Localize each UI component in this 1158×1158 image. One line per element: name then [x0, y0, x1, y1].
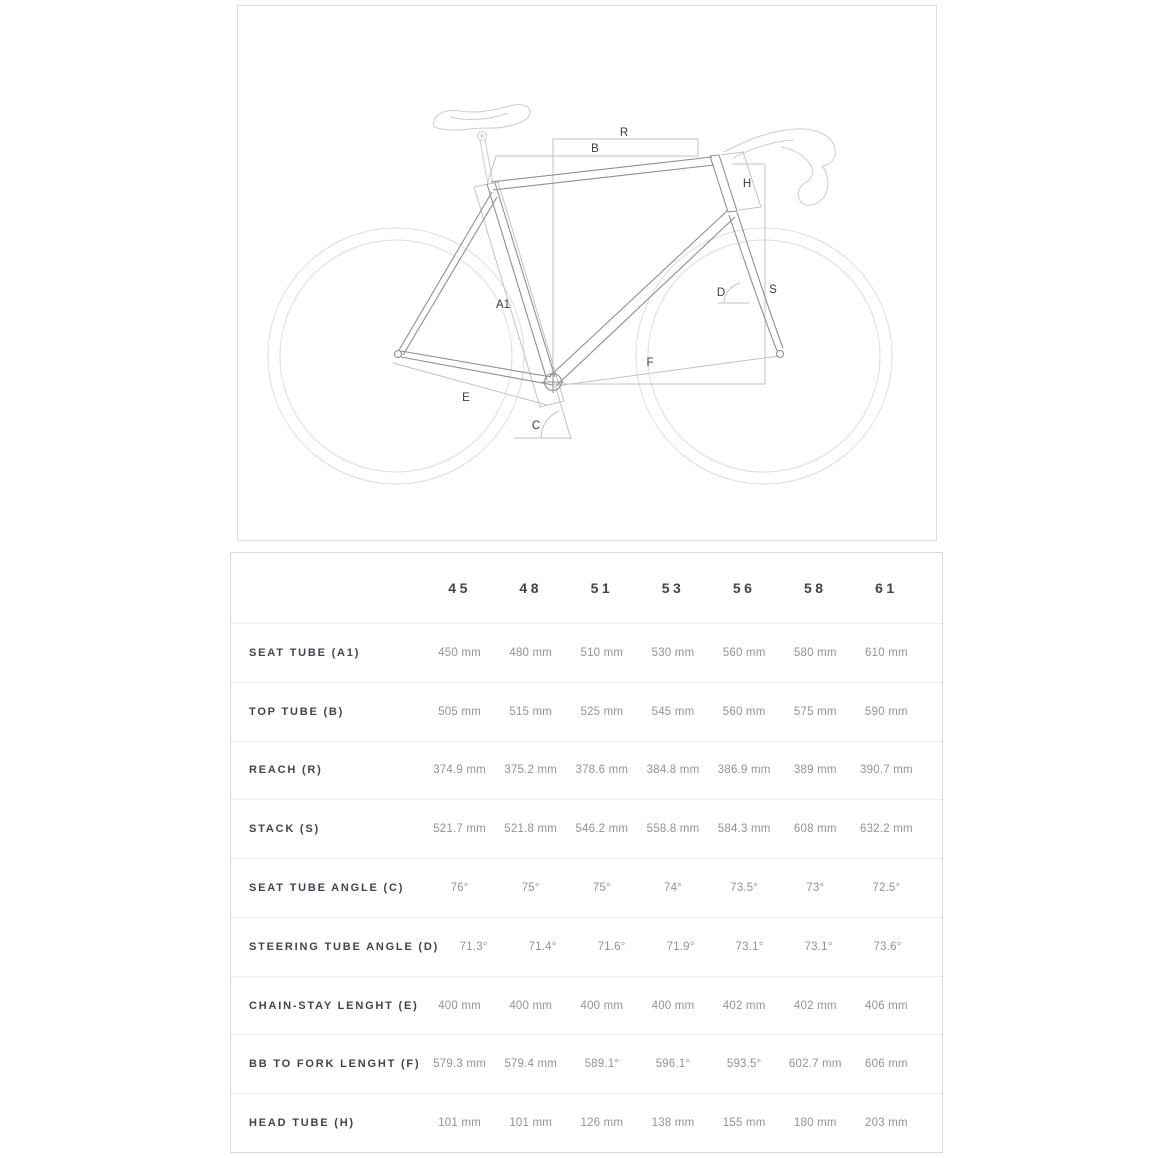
value-cell: 374.9 mm: [433, 764, 486, 777]
value-cell: 546.2 mm: [575, 823, 629, 836]
geometry-diagram-panel: [237, 5, 937, 541]
handlebar-drop: [798, 164, 828, 205]
value-cell: 589.1°: [584, 1058, 620, 1071]
value-cell: 590 mm: [865, 705, 908, 718]
value-cell: 75°: [521, 882, 540, 895]
value-cell: 75°: [592, 882, 611, 895]
value-cell: 400 mm: [580, 999, 624, 1012]
row-label: REACH (R): [249, 764, 323, 777]
bike-geometry-diagram: [238, 6, 936, 540]
value-cell: 584.3 mm: [717, 823, 771, 836]
value-cell: 580 mm: [793, 646, 837, 659]
value-cell: 521.7 mm: [433, 823, 486, 836]
row-label: SEAT TUBE (A1): [249, 646, 361, 659]
label-stack: S: [769, 284, 777, 296]
seat-tube: [487, 183, 555, 380]
value-cell: 608 mm: [793, 823, 837, 836]
seat-stays: [399, 192, 497, 355]
size-header-row: [231, 553, 942, 623]
saddle-seatpost: [433, 105, 530, 185]
value-cell: 602.7 mm: [788, 1058, 842, 1071]
table-row: [231, 1034, 942, 1093]
value-cell: 73.1°: [735, 940, 764, 953]
table-row: [231, 917, 942, 976]
row-label: BB TO FORK LENGHT (F): [249, 1058, 421, 1071]
size-column-header: 56: [732, 580, 756, 596]
value-cell: 545 mm: [651, 705, 695, 718]
value-cell: 610 mm: [865, 646, 908, 659]
value-cell: 389 mm: [793, 764, 837, 777]
label-bb-fork: F: [646, 357, 654, 369]
steering-arc: [724, 283, 740, 303]
table-row: [231, 858, 942, 917]
value-cell: 596.1°: [655, 1058, 691, 1071]
value-cell: 560 mm: [722, 705, 766, 718]
handlebar-top: [724, 129, 835, 166]
value-cell: 386.9 mm: [717, 764, 771, 777]
saddle-outline: [433, 105, 530, 130]
value-cell: 378.6 mm: [575, 764, 629, 777]
value-cell: 606 mm: [865, 1058, 908, 1071]
wheels: [268, 228, 892, 484]
value-cell: 575 mm: [793, 705, 837, 718]
size-column-header: 48: [519, 580, 542, 596]
size-column-header: 58: [803, 580, 827, 596]
front-wheel-rim: [648, 240, 880, 472]
label-seat-angle: C: [531, 420, 541, 432]
front-dropout: [777, 351, 784, 358]
value-cell: 71.9°: [666, 940, 695, 953]
value-cell: 530 mm: [651, 646, 695, 659]
row-label: SEAT TUBE ANGLE (C): [249, 882, 405, 895]
top-tube: [491, 157, 714, 190]
value-cell: 138 mm: [651, 1117, 695, 1130]
value-cell: 72.5°: [872, 882, 901, 895]
table-row: [231, 976, 942, 1035]
value-cell: 73.1°: [804, 940, 833, 953]
front-wheel-tire: [636, 228, 892, 484]
table-row: [231, 682, 942, 741]
row-label: STACK (S): [249, 823, 320, 836]
row-label: TOP TUBE (B): [249, 705, 345, 718]
row-label: HEAD TUBE (H): [249, 1117, 355, 1130]
value-cell: 515 mm: [509, 705, 553, 718]
value-cell: 579.3 mm: [433, 1058, 486, 1071]
value-cell: 558.8 mm: [646, 823, 700, 836]
down-tube: [549, 210, 735, 385]
value-cell: 101 mm: [509, 1117, 553, 1130]
rear-wheel-rim: [280, 240, 512, 472]
chain-stays: [401, 351, 553, 385]
value-cell: 400 mm: [438, 999, 481, 1012]
brake-lever: [781, 147, 810, 164]
value-cell: 180 mm: [793, 1117, 837, 1130]
label-head-tube: H: [742, 178, 752, 190]
value-cell: 400 mm: [651, 999, 695, 1012]
value-cell: 390.7 mm: [860, 764, 913, 777]
rear-wheel-tire: [268, 228, 524, 484]
value-cell: 525 mm: [580, 705, 624, 718]
table-row: [231, 799, 942, 858]
frame: [395, 155, 784, 393]
value-cell: 203 mm: [865, 1117, 908, 1130]
value-cell: 510 mm: [580, 646, 624, 659]
value-cell: 76°: [450, 882, 469, 895]
value-cell: 73.6°: [873, 940, 902, 953]
value-cell: 402 mm: [722, 999, 766, 1012]
saddle-rail: [450, 113, 508, 120]
value-cell: 101 mm: [438, 1117, 481, 1130]
value-cell: 400 mm: [509, 999, 553, 1012]
value-cell: 406 mm: [865, 999, 908, 1012]
rear-dropout: [395, 351, 402, 358]
value-cell: 521.8 mm: [504, 823, 558, 836]
size-column-header: 53: [661, 580, 685, 596]
diagram-labels: [462, 127, 777, 432]
value-cell: 505 mm: [438, 705, 481, 718]
size-column-header: 61: [875, 580, 898, 596]
size-column-header: 45: [448, 580, 471, 596]
fork: [729, 212, 783, 351]
value-cell: 126 mm: [580, 1117, 624, 1130]
seat-clamp-dot: [481, 135, 483, 137]
value-cell: 375.2 mm: [504, 764, 558, 777]
value-cell: 155 mm: [722, 1117, 766, 1130]
table-row: [231, 623, 942, 682]
value-cell: 384.8 mm: [646, 764, 700, 777]
value-cell: 560 mm: [722, 646, 766, 659]
value-cell: 480 mm: [509, 646, 553, 659]
value-cell: 73.5°: [730, 882, 759, 895]
value-cell: 402 mm: [793, 999, 837, 1012]
label-chainstay: E: [462, 392, 470, 404]
label-top-tube: B: [591, 143, 599, 155]
geometry-table-panel: [230, 552, 943, 1153]
row-label: CHAIN-STAY LENGHT (E): [249, 999, 419, 1012]
value-cell: 450 mm: [438, 646, 481, 659]
value-cell: 74°: [663, 882, 682, 895]
value-cell: 593.5°: [726, 1058, 762, 1071]
value-cell: 632.2 mm: [860, 823, 913, 836]
label-reach: R: [619, 127, 629, 139]
value-cell: 71.6°: [597, 940, 626, 953]
table-row: [231, 741, 942, 800]
label-steering-angle: D: [716, 287, 726, 299]
value-cell: 579.4 mm: [504, 1058, 558, 1071]
bb-fork-line: [556, 356, 779, 386]
value-cell: 71.3°: [459, 940, 488, 953]
label-seat-tube: A1: [495, 299, 511, 311]
seat-angle-arc: [541, 411, 559, 438]
value-cell: 71.4°: [528, 940, 557, 953]
handlebar: [724, 129, 835, 205]
row-label: STEERING TUBE ANGLE (D): [249, 940, 440, 953]
table-row: [231, 1093, 942, 1152]
size-column-header: 51: [590, 580, 614, 596]
value-cell: 73°: [806, 882, 825, 895]
